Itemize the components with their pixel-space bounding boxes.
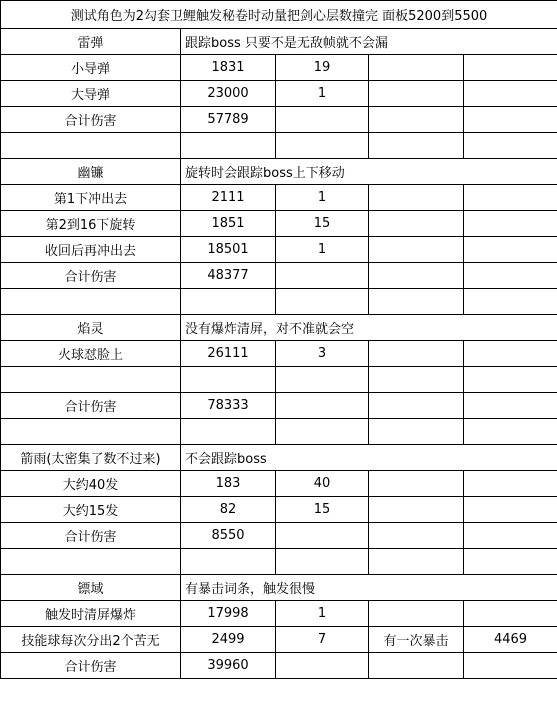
value-cell: [464, 289, 557, 315]
table-row: [1, 133, 557, 159]
value-cell: [276, 549, 369, 575]
value-cell: [464, 341, 557, 367]
value-cell: [464, 263, 557, 289]
value-cell: [369, 81, 464, 107]
value-cell: [464, 549, 557, 575]
value-cell: [369, 263, 464, 289]
table-row: [1, 263, 557, 289]
value-cell: [276, 367, 369, 393]
value-cell: 8550: [181, 523, 276, 549]
value-cell: 82: [181, 497, 276, 523]
section-name-cell: 焰灵: [1, 315, 181, 341]
value-cell: [181, 289, 276, 315]
value-cell: [276, 419, 369, 445]
value-cell: [464, 471, 557, 497]
value-cell: [181, 419, 276, 445]
table-row: [1, 211, 557, 237]
table-row: [1, 341, 557, 367]
section-name-cell: 箭雨(太密集了数不过来): [1, 445, 181, 471]
row-label-cell: 合计伤害: [1, 653, 181, 679]
value-cell: 48377: [181, 263, 276, 289]
value-cell: [464, 393, 557, 419]
value-cell: [464, 419, 557, 445]
table-row: [1, 549, 557, 575]
value-cell: 1: [276, 237, 369, 263]
value-cell: [369, 549, 464, 575]
table-body: [1, 1, 557, 679]
value-cell: [464, 185, 557, 211]
table-row: [1, 315, 557, 341]
title-row: [1, 1, 557, 29]
section-description-cell: 有暴击词条，触发很慢: [181, 575, 557, 601]
row-label-cell: 大约40发: [1, 471, 181, 497]
section-description-cell: 不会跟踪boss: [181, 445, 557, 471]
value-cell: [369, 185, 464, 211]
value-cell: 2499: [181, 627, 276, 653]
value-cell: [464, 601, 557, 627]
value-cell: [464, 653, 557, 679]
value-cell: [369, 341, 464, 367]
section-name-cell: 镖域: [1, 575, 181, 601]
value-cell: 23000: [181, 81, 276, 107]
value-cell: [181, 549, 276, 575]
value-cell: 15: [276, 211, 369, 237]
value-cell: 1851: [181, 211, 276, 237]
value-cell: 39960: [181, 653, 276, 679]
value-cell: [464, 497, 557, 523]
value-cell: 57789: [181, 107, 276, 133]
value-cell: [369, 653, 464, 679]
table-row: [1, 393, 557, 419]
row-label-cell: 大导弹: [1, 81, 181, 107]
value-cell: [276, 523, 369, 549]
row-label-cell: 合计伤害: [1, 263, 181, 289]
value-cell: [369, 133, 464, 159]
value-cell: [276, 133, 369, 159]
table-row: [1, 627, 557, 653]
row-label-cell: 合计伤害: [1, 107, 181, 133]
section-description-cell: 旋转时会跟踪boss上下移动: [181, 159, 557, 185]
row-label-cell: 技能球每次分出2个苦无: [1, 627, 181, 653]
table-row: [1, 185, 557, 211]
value-cell: 19: [276, 55, 369, 81]
value-cell: 1: [276, 601, 369, 627]
section-name-cell: 雷弹: [1, 29, 181, 55]
table-row: [1, 81, 557, 107]
table-row: [1, 419, 557, 445]
value-cell: [276, 289, 369, 315]
row-label-cell: [1, 419, 181, 445]
value-cell: [464, 237, 557, 263]
row-label-cell: [1, 367, 181, 393]
value-cell: 4469: [464, 627, 557, 653]
row-label-cell: 小导弹: [1, 55, 181, 81]
value-cell: 17998: [181, 601, 276, 627]
value-cell: [464, 211, 557, 237]
value-cell: [464, 133, 557, 159]
row-label-cell: 大约15发: [1, 497, 181, 523]
row-label-cell: 合计伤害: [1, 393, 181, 419]
table-row: [1, 575, 557, 601]
section-description-cell: 跟踪boss 只要不是无敌帧就不会漏: [181, 29, 557, 55]
value-cell: [369, 367, 464, 393]
value-cell: [369, 523, 464, 549]
table-row: [1, 55, 557, 81]
value-cell: [276, 653, 369, 679]
table-row: [1, 445, 557, 471]
row-label-cell: 收回后再冲出去: [1, 237, 181, 263]
row-label-cell: 第1下冲出去: [1, 185, 181, 211]
value-cell: 1831: [181, 55, 276, 81]
row-label-cell: 触发时清屏爆炸: [1, 601, 181, 627]
value-cell: [369, 393, 464, 419]
value-cell: [369, 497, 464, 523]
table-title: 测试角色为2勾套卫鲤触发秘卷时动量把剑心层数撞完 面板5200到5500: [1, 1, 557, 29]
row-label-cell: 第2到16下旋转: [1, 211, 181, 237]
value-cell: 183: [181, 471, 276, 497]
value-cell: [464, 107, 557, 133]
value-cell: [464, 55, 557, 81]
value-cell: [464, 367, 557, 393]
table-row: [1, 29, 557, 55]
table-row: [1, 237, 557, 263]
value-cell: 40: [276, 471, 369, 497]
value-cell: [369, 471, 464, 497]
value-cell: 15: [276, 497, 369, 523]
value-cell: [181, 367, 276, 393]
table-row: [1, 653, 557, 679]
table-row: [1, 107, 557, 133]
table-row: [1, 497, 557, 523]
value-cell: [369, 237, 464, 263]
row-label-cell: [1, 289, 181, 315]
value-cell: [369, 211, 464, 237]
table-row: [1, 289, 557, 315]
table-row: [1, 601, 557, 627]
value-cell: 78333: [181, 393, 276, 419]
value-cell: [464, 523, 557, 549]
section-name-cell: 幽镰: [1, 159, 181, 185]
value-cell: [369, 107, 464, 133]
value-cell: 2111: [181, 185, 276, 211]
value-cell: [369, 419, 464, 445]
value-cell: [181, 133, 276, 159]
value-cell: 26111: [181, 341, 276, 367]
value-cell: [369, 601, 464, 627]
row-label-cell: 合计伤害: [1, 523, 181, 549]
value-cell: 1: [276, 185, 369, 211]
value-cell: 1: [276, 81, 369, 107]
value-cell: [276, 263, 369, 289]
value-cell: [276, 393, 369, 419]
row-label-cell: [1, 549, 181, 575]
value-cell: 18501: [181, 237, 276, 263]
value-cell: 有一次暴击: [369, 627, 464, 653]
value-cell: 3: [276, 341, 369, 367]
table-row: [1, 159, 557, 185]
value-cell: [369, 289, 464, 315]
value-cell: [464, 81, 557, 107]
table-row: [1, 367, 557, 393]
table-row: [1, 471, 557, 497]
table-row: [1, 523, 557, 549]
row-label-cell: [1, 133, 181, 159]
value-cell: 7: [276, 627, 369, 653]
value-cell: [369, 55, 464, 81]
value-cell: [276, 107, 369, 133]
section-description-cell: 没有爆炸清屏，对不准就会空: [181, 315, 557, 341]
row-label-cell: 火球怼脸上: [1, 341, 181, 367]
